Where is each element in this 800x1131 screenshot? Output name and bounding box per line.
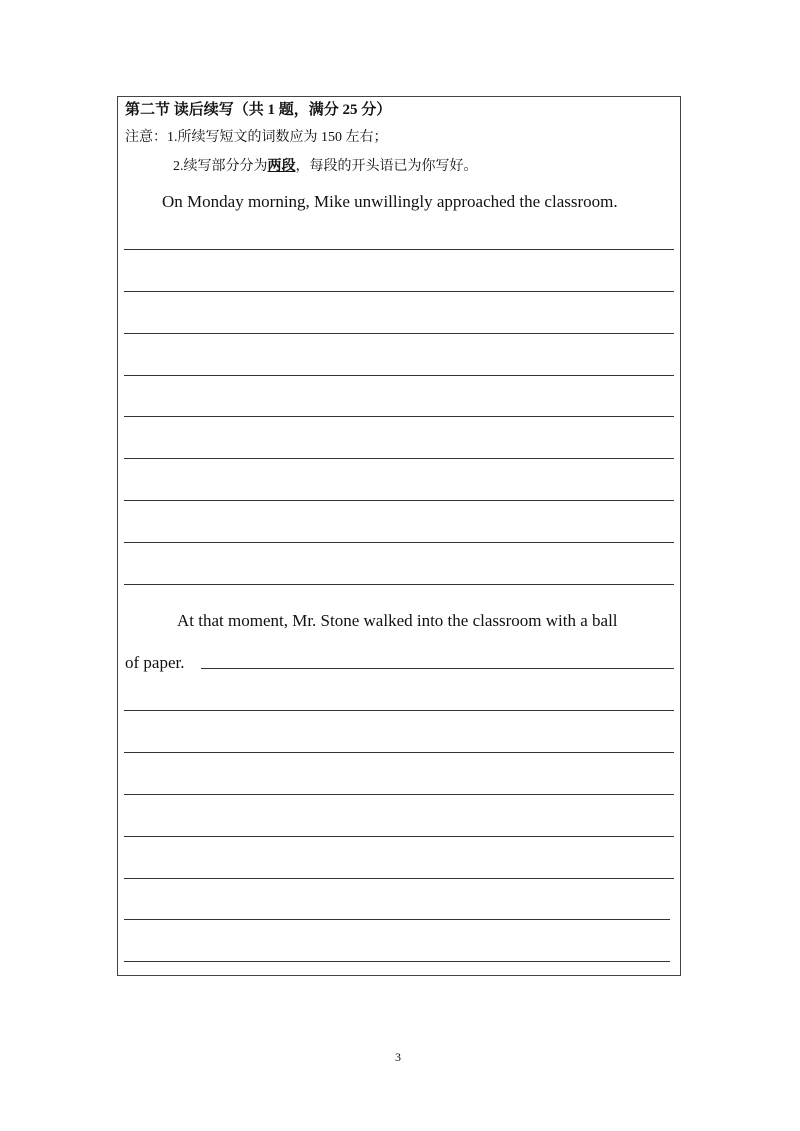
writing-line[interactable] xyxy=(204,961,670,962)
writing-line[interactable] xyxy=(124,416,674,417)
writing-line[interactable] xyxy=(124,291,674,292)
writing-line[interactable] xyxy=(124,542,674,543)
answer-box xyxy=(117,96,681,976)
note-line-2-prefix: 2.续写部分分为 xyxy=(173,159,268,174)
writing-line[interactable] xyxy=(124,961,204,962)
paragraph-2-opening-line-2: of paper. xyxy=(125,653,185,672)
writing-line[interactable] xyxy=(124,836,674,837)
note-line-2-suffix: ，每段的开头语已为你写好。 xyxy=(295,159,478,174)
note-line-2-emphasis: 两段 xyxy=(267,159,296,174)
paragraph-1-opening: On Monday morning, Mike unwillingly approached the classroom. xyxy=(162,192,618,211)
writing-line[interactable] xyxy=(124,878,674,879)
writing-line[interactable] xyxy=(124,333,674,334)
writing-line[interactable] xyxy=(124,458,674,459)
writing-line[interactable] xyxy=(124,919,670,920)
writing-line[interactable] xyxy=(124,249,674,250)
note-line-1: 注意：1.所续写短文的词数应为 150 左右； xyxy=(125,130,388,145)
writing-line[interactable] xyxy=(124,794,674,795)
page-number: 3 xyxy=(395,1050,401,1064)
paragraph-2-opening-line-1: At that moment, Mr. Stone walked into the classroom with a ball xyxy=(177,611,618,630)
writing-line[interactable] xyxy=(124,584,674,585)
section-title: 第二节 读后续写（共 1 题，满分 25 分） xyxy=(125,102,392,118)
writing-line[interactable] xyxy=(201,668,674,669)
note-line-2 xyxy=(173,155,478,175)
writing-line[interactable] xyxy=(124,752,674,753)
writing-line[interactable] xyxy=(124,710,674,711)
writing-line[interactable] xyxy=(124,375,674,376)
writing-line[interactable] xyxy=(124,500,674,501)
